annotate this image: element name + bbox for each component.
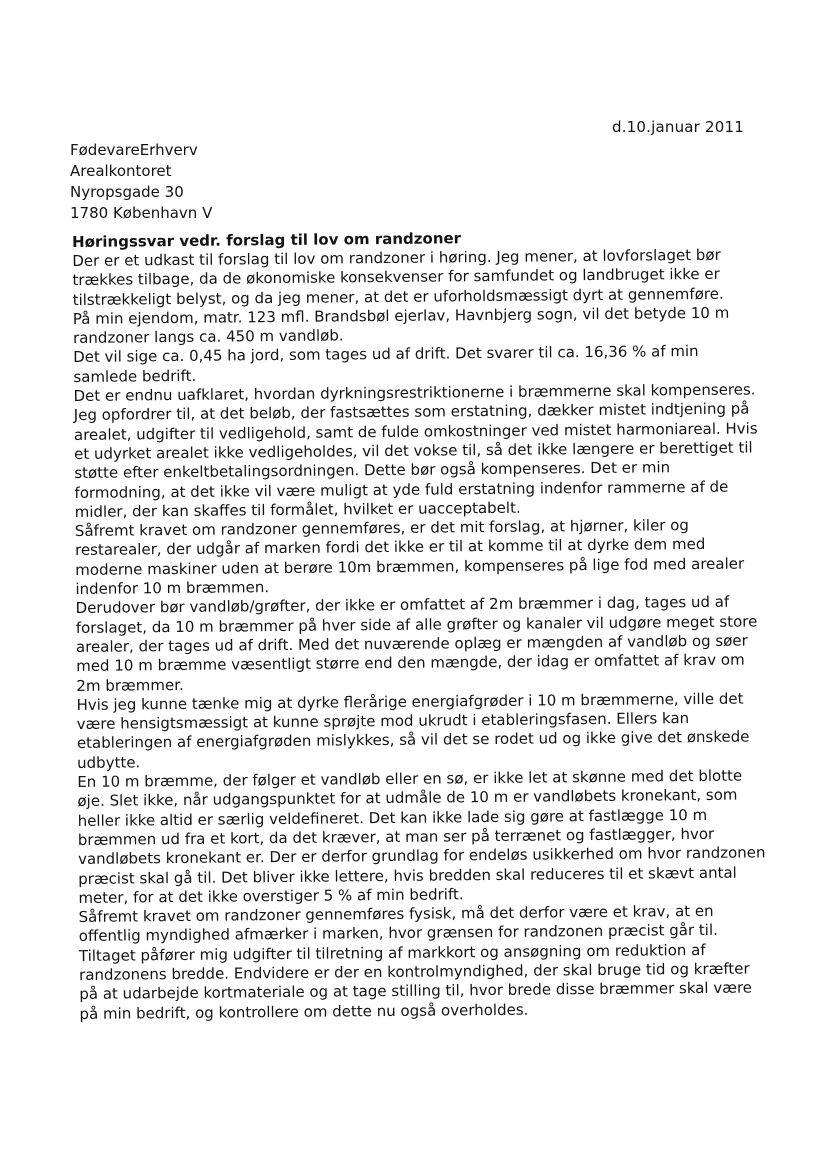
letter-body bbox=[72, 225, 770, 1023]
body-paragraph: Såfremt kravet om randzoner gennemføres, er det mit forslag, at hjørner, kiler og restarealer, der udgår af marken fordi det ikke er til at komme til at dyrke dem med moderne maskiner uden at berøre 10m bræmmen, kompenseres på lige fod med arealer indenfor 10 m bræmmen. bbox=[74, 516, 745, 599]
body-paragraph: En 10 m bræmme, der følger et vandløb eller en sø, er ikke let at skønne med det blotte øje. Slet ikke, når udgangspunktet for at udmåle de 10 m er vandløbets kronekant, som heller ikke altid er særlig veldefineret. Det kan ikke lade sig gøre at fastlægge 10 m bræmmen ud fra et kort, da det kræver, at man ser på terrænet og fastlægger, hvor vandløbets kronekant er. Der er derfor grundlag for endeløs usikkerhed om hvor randzonen præcist skal gå til. Det bliver ikke lettere, hvis bredden skal reduceres til et skævt antal meter, for at det ikke overstiger 5 % af min bedrift. bbox=[77, 766, 766, 907]
body-paragraph: Det er endnu uafklaret, hvordan dyrkningsrestriktionerne i bræmmerne skal kompenseres. Jeg opfordrer til, at det beløb, der fastsættes som erstatning, dækker mistet indtjening på arealet, udgifter til vedligehold, samt de fulde omkostninger ved mistet harmoniareal. Hvis et udyrket arealet ikke vedligeholdes, vil det vokse til, så det ikke længere er berettiget til støtte efter enkeltbetalingsordningen. Dette bør også kompenseres. Det er min formodning, at det ikke vil være muligt at yde fuld erstatning indenfor rammerne af de midler, der kan skaffes til formålet, hvilket er uacceptabelt. bbox=[73, 380, 758, 521]
letter-heading: Høringssvar vedr. forslag til lov om randzoner bbox=[72, 229, 462, 251]
recipient-address bbox=[70, 140, 212, 224]
recipient-line: Nyropsgade 30 bbox=[70, 183, 184, 201]
body-paragraph: Derudover bør vandløb/grøfter, der ikke er omfattet af 2m bræmmer i dag, tages ud af forslaget, da 10 m bræmmer på hver side af alle grøfter og kanaler vil udgøre meget store arealer, der tages ud af drift. Med det nuværende oplæg er mængden af vandløb og søer med 10 m bræmme væsentligt større end den mængde, der idag er omfattet af krav om 2m bræmmer. bbox=[75, 593, 758, 695]
body-paragraph: Det vil sige ca. 0,45 ha jord, som tages ud af drift. Det svarer til ca. 16,36 % af min samlede bedrift. bbox=[73, 342, 699, 386]
recipient-line: 1780 København V bbox=[70, 204, 213, 222]
body-paragraph: Såfremt kravet om randzoner gennemføres fysisk, må det derfor være et krav, at en offentlig myndighed afmærker i marken, hvor grænsen for randzonen præcist går til. bbox=[78, 901, 718, 946]
body-paragraph: Hvis jeg kunne tænke mig at dyrke flerårige energiafgrøder i 10 m bræmmerne, ville det være hensigtsmæssigt at kunne sprøjte mod ukrudt i etableringsfasen. Ellers kan etableringen af energiafgrøden mislykkes, så vil det se rodet ud og ikke give det ønskede udbytte. bbox=[76, 689, 750, 772]
body-paragraph: Tiltaget påfører mig udgifter til tilretning af markkort og ansøgning om reduktion af randzonens bredde. Endvidere er der en kontrolmyndighed, der skal bruge tid og kræfter på at udarbejde kortmateriale og at tage stilling til, hvor brede disse bræmmer skal være på min bedrift, og kontrollere om dette nu også overholdes. bbox=[78, 940, 753, 1023]
recipient-line: FødevareErhverv bbox=[70, 141, 198, 159]
recipient-line: Arealkontoret bbox=[70, 162, 172, 180]
letter-date: d.10.januar 2011 bbox=[611, 118, 744, 136]
body-paragraph: På min ejendom, matr. 123 mfl. Brandsbøl ejerlav, Havnbjerg sogn, vil det betyde 10 m randzoner langs ca. 450 m vandløb. bbox=[72, 303, 730, 348]
body-paragraph: Der er et udkast til forslag til lov om randzoner i høring. Jeg mener, at lovforslaget bør trækkes tilbage, da de økonomiske konsekvenser for samfundet og landbruget ikke er tilstrækkeligt belyst, og da jeg mener, at det er uforholdsmæssigt dyrt at gennemføre. bbox=[72, 245, 724, 309]
